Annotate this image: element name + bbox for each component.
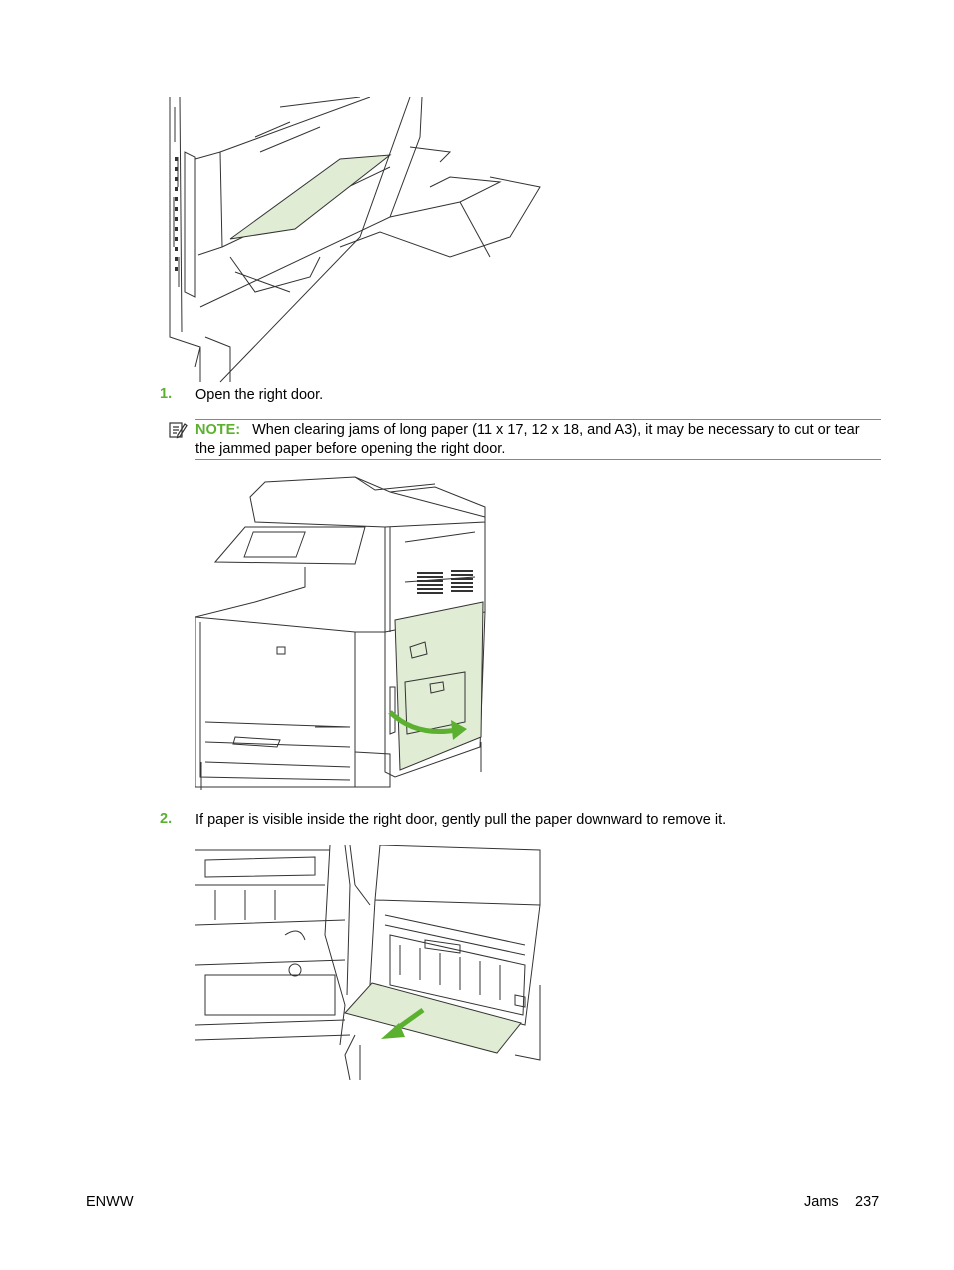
- note-body: When clearing jams of long paper (11 x 17, 12 x 18, and A3), it may be necessary to cut or tear the jammed paper before opening the right door.: [195, 422, 860, 457]
- tray1-jam-illustration: [160, 97, 545, 387]
- note-text-block: [195, 421, 881, 459]
- step-1-text: Open the right door.: [195, 387, 324, 403]
- right-door-paper-illustration: [195, 845, 545, 1080]
- printer-right-door-illustration: [195, 472, 495, 797]
- footer-left-label: ENWW: [86, 1194, 134, 1210]
- step-1-number: 1.: [160, 386, 173, 402]
- note-box: [195, 419, 881, 460]
- footer-page-number: 237: [855, 1194, 880, 1210]
- step-2-text: If paper is visible inside the right door, gently pull the paper downward to remove it.: [195, 812, 727, 828]
- note-pencil-icon: [168, 420, 188, 440]
- note-label: NOTE:: [195, 422, 241, 438]
- step-2-number: 2.: [160, 811, 173, 827]
- footer-section-title: Jams: [804, 1194, 839, 1210]
